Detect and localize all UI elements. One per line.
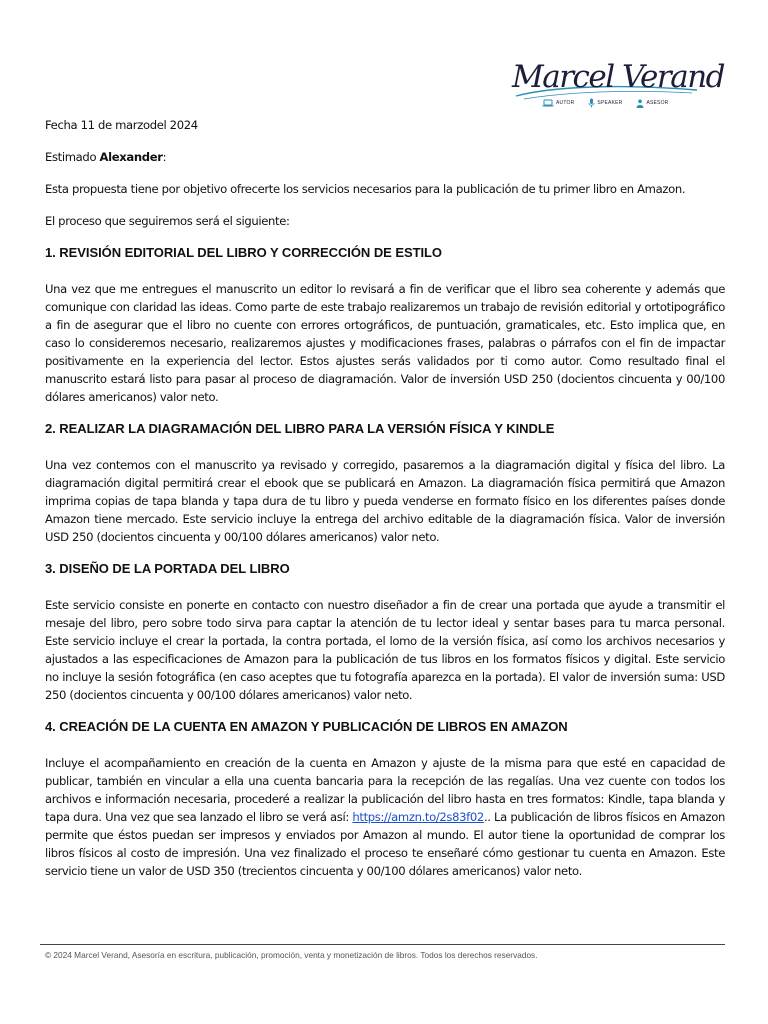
marcel-verand-logo [512, 58, 725, 112]
section-3-heading: 3. DISEÑO DE LA PORTADA DEL LIBRO [45, 561, 290, 576]
section-2-heading: 2. REALIZAR LA DIAGRAMACIÓN DEL LIBRO PARA LA VERSIÓN FÍSICA Y KINDLE [45, 421, 555, 436]
logo-badge-autor [542, 99, 574, 107]
microphone-icon [588, 98, 595, 108]
section-2-body: Una vez contemos con el manuscrito ya revisado y corregido, pasaremos a la diagramación digital y física del libro. La diagramación digital permitirá crear el ebook que se publicará en Amazon. La diagramación física permitirá que Amazon imprima copias de tapa blanda y tapa dura de tu libro y pueda venderse en formato físico en los diferentes países donde Amazon tiene mercado. Este servicio incluye la entrega del archivo editable de la diagramación física. Valor de inversión USD 250 (docientos cincuenta y 00/100 dólares americanos) valor neto. [45, 458, 725, 544]
letter-date: Fecha 11 de marzodel 2024 [45, 118, 198, 132]
letter-intro: Esta propuesta tiene por objetivo ofrecerte los servicios necesarios para la publicación de tu primer libro en Amazon. [45, 182, 686, 196]
section-1-body: Una vez que me entregues el manuscrito un editor lo revisará a fin de verificar que el libro sea coherente y además que comunique con claridad las ideas. Como parte de este trabajo realizaremos un trabajo de revisión editorial y ortotipográfico a fin de asegurar que el libro no cuente con errores ortográficos, de puntuación, gramaticales, etc. Esto implica que, en caso lo consideremos necesario, realizaremos ajustes y modificaciones frases, palabras o párrafos con el fin de impactar positivamente en la experiencia del lector. Estos ajustes serás validados por ti como autor. Como resultado final el manuscrito estará listo para pasar al proceso de diagramación. Valor de inversión USD 250 (docientos cincuenta y 00/100 dólares americanos) valor neto. [45, 282, 725, 404]
logo-badge-asesor [636, 99, 668, 108]
logo-wordmark: Marcel Verand [512, 59, 725, 95]
letter-body [45, 116, 725, 880]
amazon-book-link[interactable]: https://amzn.to/2s83f02 [352, 810, 484, 824]
section-4-text-before-link: Incluye el acompañamiento en creación de la cuenta en Amazon y ajuste de la misma para que esté en capacidad de publicar, también en vincular a ella una cuenta bancaria para la recepción de las regalías. Una vez cuente con todos los archivos e información necesaria, procederé a realizar la publicación del libro hasta en tres formatos: Kindle, tapa blanda y tapa dura. Una vez que sea lanzado el libro se verá así: [45, 756, 725, 824]
greeting-suffix: : [162, 150, 167, 164]
greeting-prefix: Estimado [45, 150, 100, 164]
process-intro: El proceso que seguiremos será el siguiente: [45, 214, 290, 228]
letter-greeting [45, 148, 725, 166]
logo-badges [542, 98, 669, 108]
footer-copyright: © 2024 Marcel Verand, Asesoría en escritura, publicación, promoción, venta y monetización de libros. Todos los derechos reservados. [45, 950, 538, 960]
section-4-text-after-link: .. La publicación de libros físicos en Amazon permite que éstos puedan ser impresos y enviados por Amazon al mundo. El autor tiene la oportunidad de comprar los libros físicos al costo de impresión. Una vez finalizado el proceso te enseñaré cómo gestionar tu cuenta en Amazon. Este servicio tiene un valor de USD 350 (trecientos cincuenta y 00/100 dólares americanos) valor neto. [45, 810, 725, 878]
section-3-body: Este servicio consiste en ponerte en contacto con nuestro diseñador a fin de crear una portada que ayude a transmitir el mesaje del libro, pero sobre todo sirva para captar la atención de tu lector ideal y sentar bases para tu marca personal. Este servicio incluye el crear la portada, la contra portada, el lomo de la versión física, así como los archivos necesarios y ajustados a las especificaciones de Amazon para la publicación de tus libros en los formatos físicos y digital. Este servicio no incluye la sesión fotográfica (en caso aceptes que tu fotografía aparezca en la portada). El valor de inversión suma: USD 250 (docientos cincuenta y 00/100 dólares americanos) valor neto. [45, 598, 725, 702]
person-icon [636, 99, 644, 108]
logo-badge-label: AUTOR [556, 100, 575, 106]
logo-badge-label: SPEAKER [597, 100, 623, 106]
section-4-heading: 4. CREACIÓN DE LA CUENTA EN AMAZON Y PUBLICACIÓN DE LIBROS EN AMAZON [45, 719, 568, 734]
section-4-body [45, 754, 725, 880]
section-1-heading: 1. REVISIÓN EDITORIAL DEL LIBRO Y CORRECCIÓN DE ESTILO [45, 245, 442, 260]
footer-divider [40, 944, 725, 945]
recipient-name: Alexander [99, 150, 163, 164]
laptop-icon [542, 99, 554, 107]
logo-badge-speaker [588, 98, 622, 108]
logo-badge-label: ASESOR [646, 100, 669, 106]
